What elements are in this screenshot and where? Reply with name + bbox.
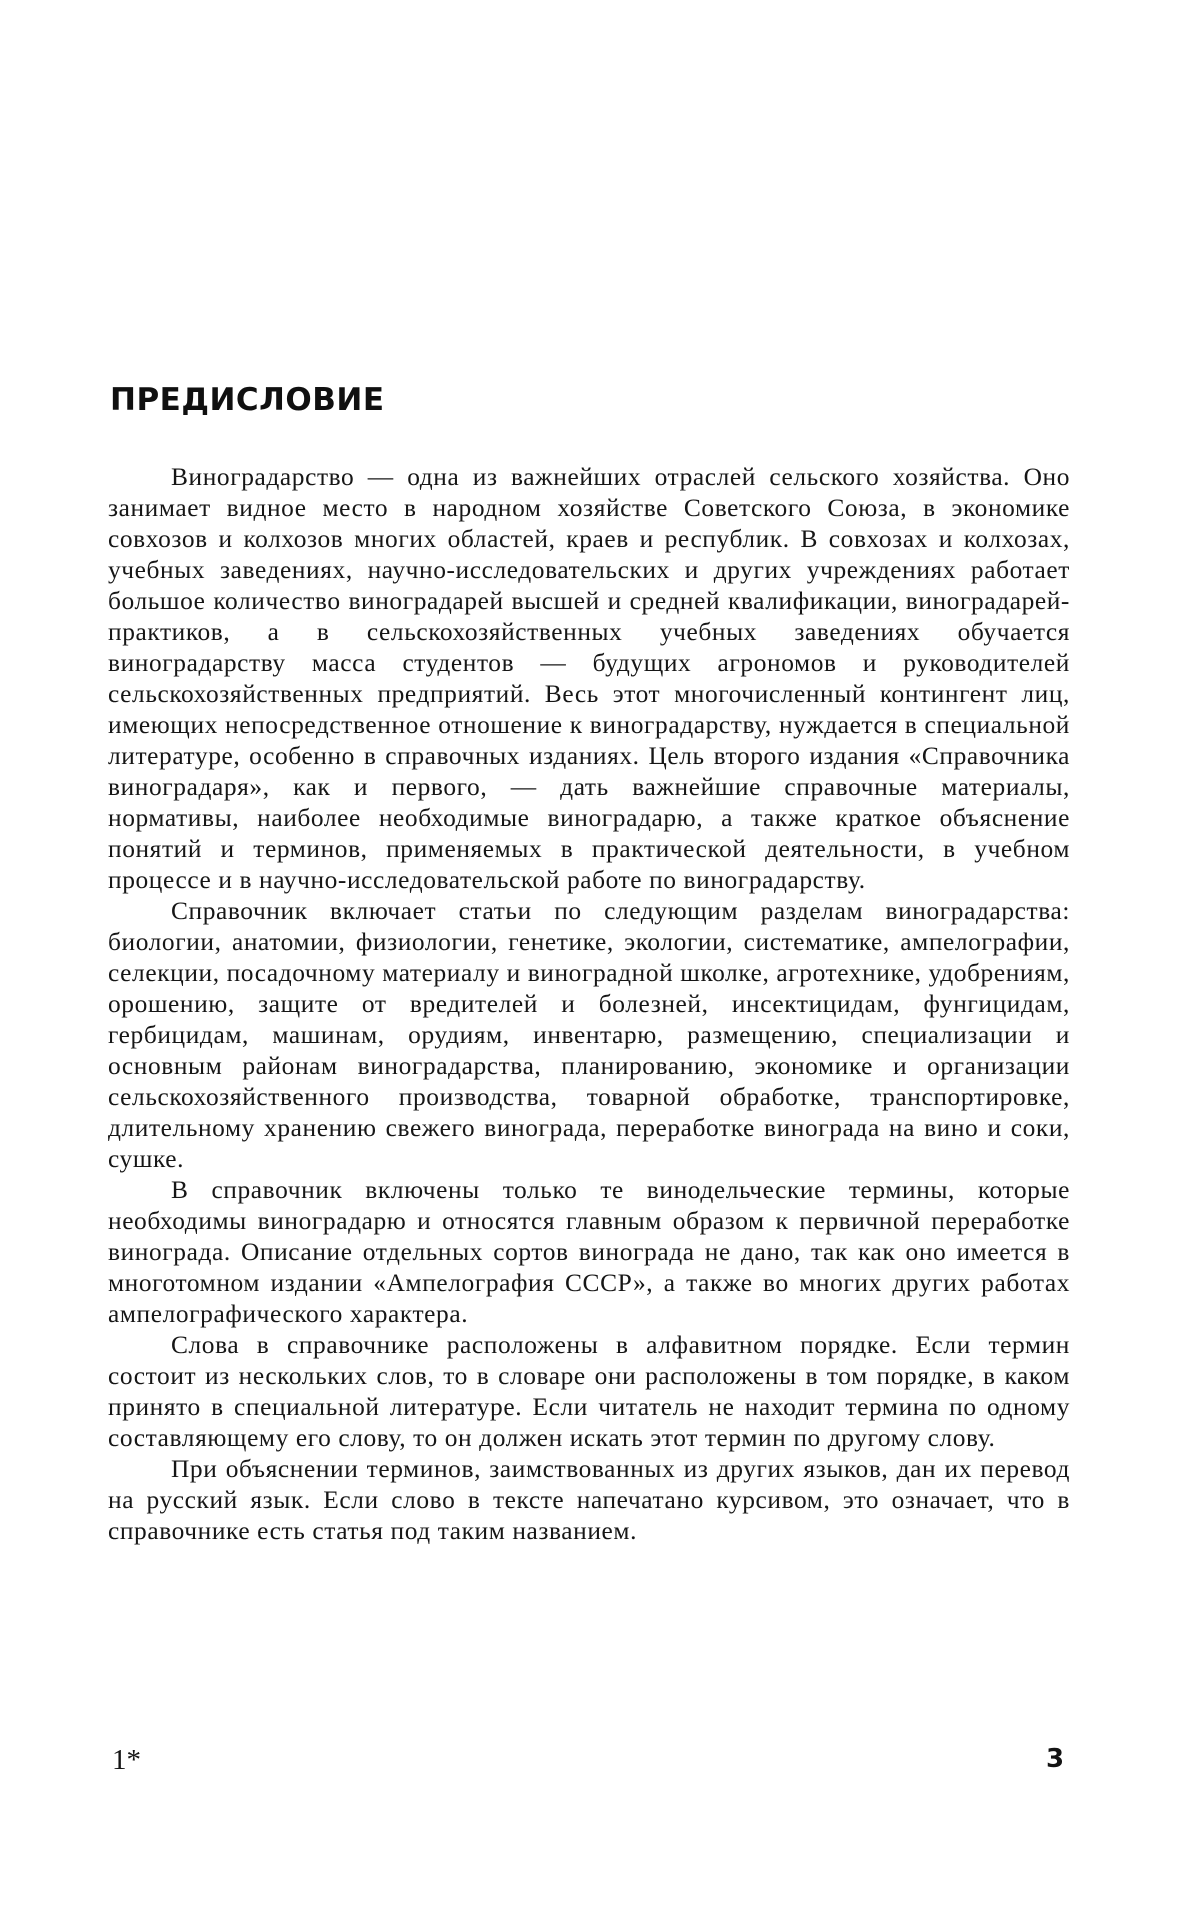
paragraph: Виноградарство — одна из важнейших отраслей сельского хозяйства. Оно занимает видное место в народном хозяйстве Советского Союза, в экономике совхозов и колхозов многих областей, краев и республик. В совхозах и колхозах, учебных заведениях, научно-исследовательских и других учреждениях работает большое количество виноградарей высшей и средней квалификации, виноградарей-практиков, а в сельскохозяйственных учебных заведениях обучается виноградарству масса студентов — будущих агрономов и руководителей сельскохозяйственных предприятий. Весь этот многочисленный контингент лиц, имеющих непосредственное отношение к виноградарству, нуждается в специальной литературе, особенно в справочных изданиях. Цель второго издания «Справочника виноградаря», как и первого, — дать важнейшие справочные материалы, нормативы, наиболее необходимые виноградарю, а также краткое объяснение понятий и терминов, применяемых в практической деятельности, в учебном процессе и в научно-исследовательской работе по виноградарству. — [108, 462, 1070, 896]
page-title: ПРЕДИСЛОВИЕ — [110, 382, 385, 418]
paragraph: В справочник включены только те винодельческие термины, которые необходимы виноградарю и относятся главным образом к первичной переработке винограда. Описание отдельных сортов винограда не дано, так как оно имеется в многотомном издании «Ампелография СССР», а также во многих других работах ампелографического характера. — [108, 1175, 1070, 1330]
paragraph: При объяснении терминов, заимствованных из других языков, дан их перевод на русский язык. Если слово в тексте напечатано курсивом, это означает, что в справочнике есть статья под таким названием. — [108, 1454, 1070, 1547]
page-number: 3 — [1046, 1744, 1064, 1774]
signature-mark: 1* — [112, 1744, 141, 1777]
paragraph: Справочник включает статьи по следующим разделам виноградарства: биологии, анатомии, физиологии, генетике, экологии, систематике, ампелографии, селекции, посадочному материалу и виноградной школке, агротехнике, удобрениям, орошению, защите от вредителей и болезней, инсектицидам, фунгицидам, гербицидам, машинам, орудиям, инвентарю, размещению, специализации и основным районам виноградарства, планированию, экономике и организации сельскохозяйственного производства, товарной обработке, транспортировке, длительному хранению свежего винограда, переработке винограда на вино и соки, сушке. — [108, 896, 1070, 1175]
paragraph: Слова в справочнике расположены в алфавитном порядке. Если термин состоит из нескольких слов, то в словаре они расположены в том порядке, в каком принято в специальной литературе. Если читатель не находит термина по одному составляющему его слову, то он должен искать этот термин по другому слову. — [108, 1330, 1070, 1454]
preface-body — [108, 462, 1070, 1547]
book-page — [0, 0, 1200, 1916]
